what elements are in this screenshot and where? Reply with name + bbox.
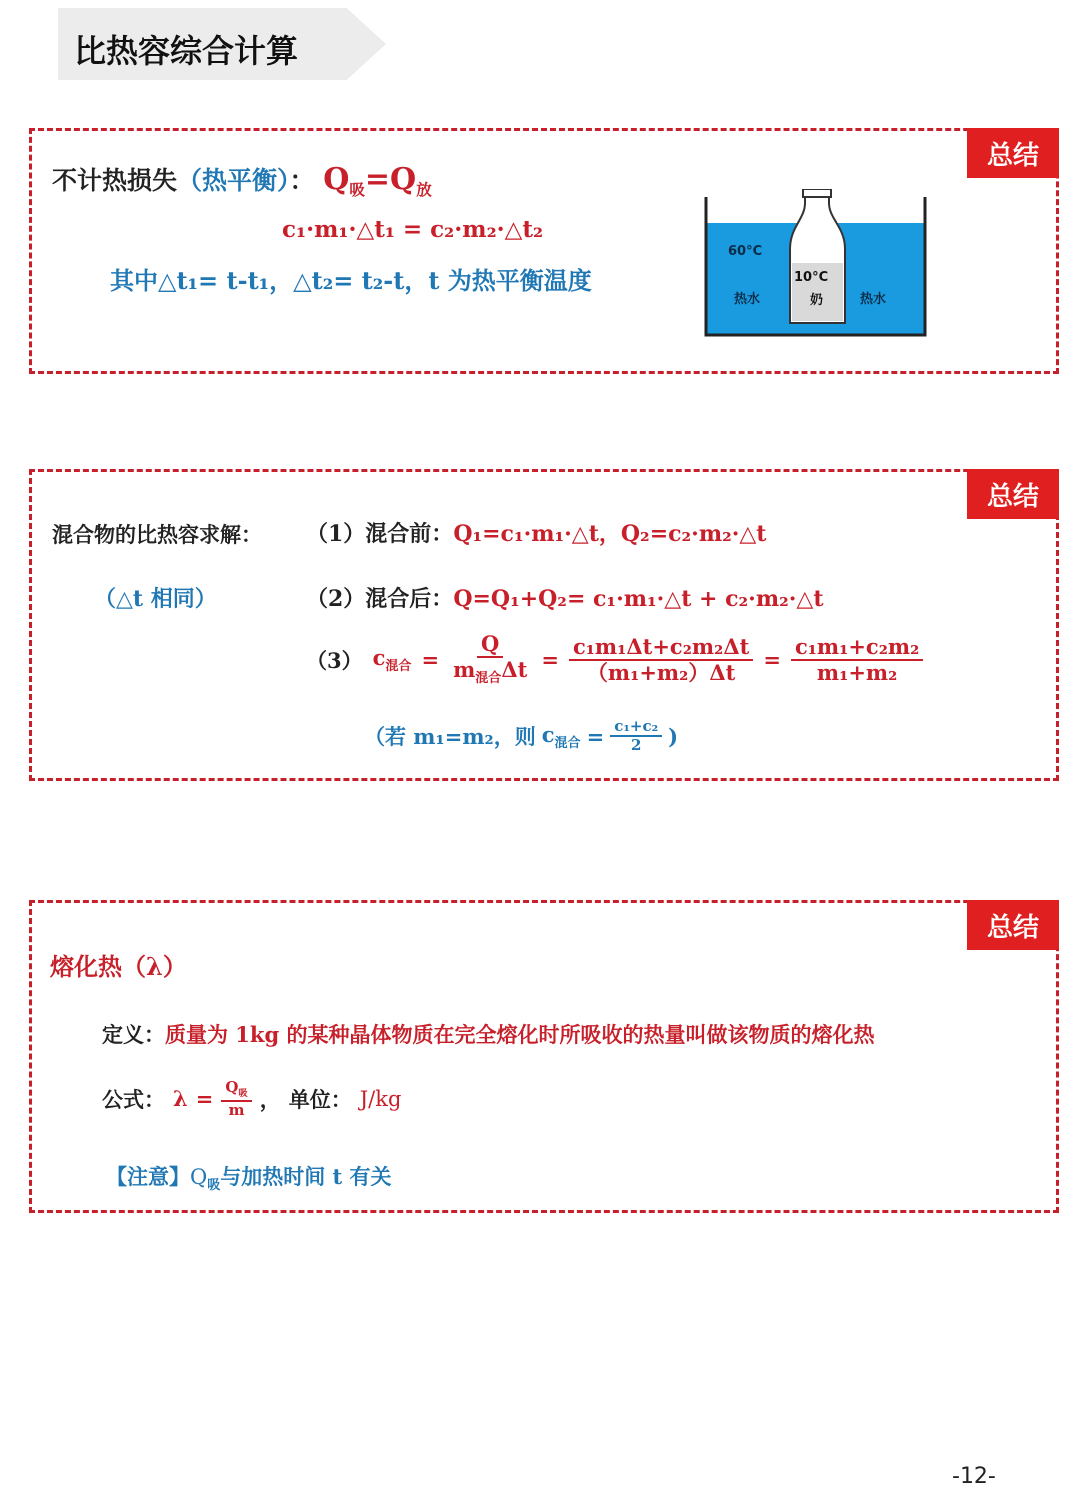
milk-bottle-in-hot-water-illustration: [704, 189, 929, 339]
step1-line: [306, 517, 766, 548]
heat-balance-formula: c₁·m₁·△t₁ = c₂·m₂·△t₂: [282, 216, 544, 243]
fraction-2: [569, 635, 753, 685]
fusion-numerator: [221, 1079, 251, 1102]
fraction-2-numerator: c₁m₁Δt+c₂m₂Δt: [569, 635, 753, 661]
f1-den-m: m: [453, 657, 476, 683]
step2-formula: Q=Q₁+Q₂= c₁·m₁·△t + c₂·m₂·△t: [453, 586, 824, 612]
equal-mass-fraction: [610, 718, 662, 755]
formula-equals: =: [195, 1086, 214, 1112]
note-bracket-label: 【注意】: [106, 1164, 190, 1189]
equals-2: =: [541, 647, 559, 673]
bottle-cap: [803, 189, 831, 197]
unit-value: J/kg: [359, 1086, 402, 1111]
heat-balance-q: Q: [323, 162, 350, 197]
heat-balance-lead: 不计热损失: [52, 166, 178, 195]
note-q-subscript: 吸: [207, 1178, 221, 1194]
water-label-left: 热水: [734, 292, 761, 307]
mixture-lead: 混合物的比热容求解：: [52, 522, 262, 547]
definition-line: [102, 1019, 874, 1049]
summary-badge: 总结: [967, 900, 1059, 950]
bottle-label: 奶: [810, 293, 824, 308]
fusion-num-subscript: 吸: [238, 1088, 248, 1099]
note-q: Q: [190, 1165, 208, 1189]
note-text: 与加热时间 t 有关: [220, 1164, 392, 1189]
equal-mass-c-mix: [542, 722, 581, 751]
f1-den-tail: Δt: [501, 657, 528, 683]
heat-balance-paren: （热平衡）: [177, 166, 290, 195]
summary-badge: 总结: [967, 469, 1059, 519]
step1-formula: Q₁=c₁·m₁·△t，Q₂=c₂·m₂·△t: [453, 521, 767, 547]
page-number: -12-: [952, 1464, 996, 1489]
step3-line: [306, 632, 923, 687]
summary-badge: 总结: [967, 128, 1059, 178]
equals-3: =: [763, 647, 781, 673]
equal-mass-c-symbol: c: [541, 721, 555, 747]
fusion-note: [106, 1161, 392, 1193]
heat-of-fusion-panel: [29, 900, 1059, 1213]
c-mix-symbol: c: [372, 645, 386, 671]
equal-mass-note-close: ): [668, 723, 679, 749]
heat-balance-panel: [29, 128, 1059, 374]
step2-label: （2）混合后：: [306, 586, 454, 612]
step3-label: （3）: [306, 647, 363, 673]
fraction-1-denominator: [449, 658, 531, 687]
fusion-title: 熔化热（λ）: [50, 952, 187, 981]
step1-label: （1）混合前：: [306, 521, 454, 547]
heat-balance-note: 其中△t₁= t-t₁，△t₂= t₂-t，t 为热平衡温度: [110, 266, 592, 295]
fraction-1-numerator: Q: [477, 632, 503, 658]
equals-1: =: [421, 647, 440, 673]
step2-line: [306, 582, 823, 613]
equal-mass-denominator: 2: [630, 736, 642, 755]
equal-mass-numerator: c₁+c₂: [610, 718, 662, 737]
fraction-1: [449, 632, 531, 687]
equal-mass-equals: =: [586, 723, 605, 749]
same-delta-t-note: （△t 相同）: [94, 586, 217, 612]
fraction-3-denominator: m₁+m₂: [816, 659, 898, 685]
equal-mass-c-subscript: 混合: [554, 735, 581, 751]
water-temp-label: 60°C: [728, 244, 763, 259]
heat-balance-q-sub-absorb: 吸: [349, 180, 365, 199]
formula-line: [102, 1079, 401, 1119]
page-title: 比热容综合计算: [74, 32, 299, 70]
bottle-temp-label: 10°C: [794, 270, 829, 285]
fusion-denominator: m: [228, 1100, 245, 1119]
definition-text: 质量为 1kg 的某种晶体物质在完全熔化时所吸收的热量叫做该物质的熔化热: [165, 1022, 875, 1047]
formula-comma: ，: [259, 1086, 281, 1112]
formula-label: 公式：: [102, 1086, 165, 1112]
heat-balance-colon: ：: [289, 166, 315, 195]
fraction-2-denominator: （m₁+m₂）Δt: [586, 659, 736, 685]
mixture-specific-heat-panel: [29, 469, 1059, 781]
fusion-num-q: Q: [225, 1078, 239, 1096]
heat-balance-q-mid: =Q: [364, 162, 417, 197]
definition-label: 定义：: [102, 1022, 165, 1047]
water-label-right: 热水: [860, 292, 887, 307]
equal-mass-note: [364, 718, 678, 755]
lambda-symbol: λ: [173, 1086, 188, 1112]
unit-label: 单位：: [288, 1086, 352, 1112]
heat-balance-q-sub-release: 放: [416, 180, 432, 199]
f1-den-subscript: 混合: [475, 671, 502, 687]
heat-balance-line: [52, 161, 432, 200]
fraction-3-numerator: c₁m₁+c₂m₂: [791, 635, 923, 661]
c-mix-subscript: 混合: [385, 659, 412, 675]
c-mix: [373, 645, 412, 674]
equal-mass-note-open: （若 m₁=m₂，则: [364, 724, 536, 750]
fusion-fraction: [221, 1079, 251, 1119]
fraction-3: [791, 635, 923, 685]
